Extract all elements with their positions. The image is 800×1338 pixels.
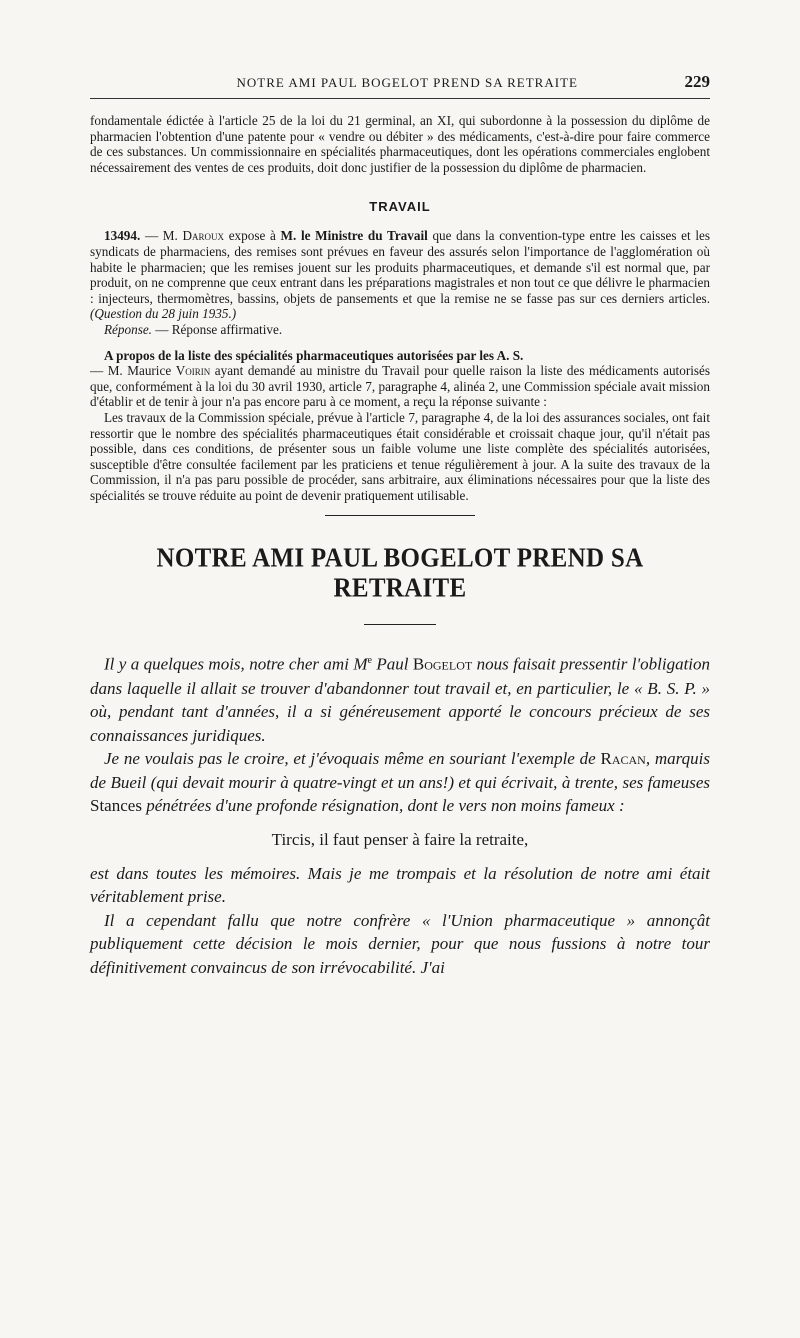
answer [90,322,710,338]
article-paragraph-1 [90,649,710,747]
p1-name: Bogelot [412,655,473,675]
running-title: NOTRE AMI PAUL BOGELOT PREND SA RETRAITE [236,75,578,90]
article-title: NOTRE AMI PAUL BOGELOT PREND SA RETRAITE [156,544,644,604]
p1-superscript: e [367,655,372,667]
author-prefix: — M. [144,228,178,244]
intro-prefix: — M. Maurice [90,363,172,379]
specialites-intro [90,363,710,410]
section-title-travail: TRAVAIL [369,199,431,215]
p2-stances: Stances [90,796,142,816]
specialites-heading: A propos de la liste des spécialités pharmaceutiques autorisées par les A. S. [104,347,524,363]
question-text-part: expose à [228,228,276,244]
answer-label: Réponse. [104,321,152,337]
p2-text-c: pénétrées d'une profonde résignation, dont le vers non moins fameux : [146,796,625,816]
intro-text: ayant demandé au ministre du Travail pour quelle raison la liste des médicaments autorisés que, conformément à la loi du 30 avril 1930, article 7, paragraphe 4, alinéa 2, une Commission spéciale avait mission d'établir et de tenir à jour n'a pas encore paru à ce moment, a reçu la réponse suivante : [90,363,710,410]
article-paragraph-2 [90,747,710,818]
running-header [90,72,710,99]
section-divider [325,515,475,516]
answer-text: — Réponse affirmative. [155,321,283,337]
title-divider [364,624,436,625]
page-number: 229 [684,72,710,91]
p2-text-b: , marquis de Bueil (qui devait mourir à quatre-vingt et un ans!) et qui écrivait, à trente, ses fameuses [90,749,710,792]
p1-text-c: nous faisait pressentir l'obligation dans laquelle il allait se trouver d'abandonner tout travail et, en particulier, le « B. S. P. » où, pendant tant d'années, il a si généreusement apporté le concours précieux de ses connaissances juridiques. [90,655,711,745]
continued-paragraph: fondamentale édictée à l'article 25 de la loi du 21 germinal, an XI, qui subordonne à la possession du diplôme de pharmacien l'obtention d'une patente pour « vendre ou débiter » des médicaments, c'est-à-dire pour faire commerce de ces substances. Un commissionnaire en spécialités pharmaceutiques, dont les opérations commerciales englobent nécessairement des ventes de ces produits, doit donc justifier de la possession du diplôme de pharmacien. [90,113,710,175]
question-text: que dans la convention-type entre les caisses et les syndicats de pharmaciens, des remises sont prévues en faveur des assurés selon l'importance de l'agglomération où habite le pharmacien; que les remises jouent sur les produits pharmaceutiques, et demande s'il est normal que, par produit, on ne comprenne que ceux entrant dans les préparations magistrales et non tout ce que délivre le pharmacien : injecteurs, thermomètres, bassins, objets de pansements et que la remise ne se fasse pas sur ces derniers articles. [90,228,711,306]
page [90,72,710,979]
question-author: Daroux [182,228,225,244]
p2-name: Racan [600,749,646,769]
specialites-reply: Les travaux de la Commission spéciale, prévue à l'article 7, paragraphe 4, de la loi des assurances sociales, ont fait ressortir que le nombre des spécialités pharmaceutiques était considérable et croissait chaque jour, qu'il n'était pas possible, dans ces conditions, de présenter sous un faible volume une liste complète des spécialités autorisées, susceptible d'être consultée facilement par les praticiens et tenue régulièrement à jour. A la suite des travaux de la Commission, il n'a pas paru possible de procéder, sans arbitraire, aux éliminations nécessaires pour que la liste des spécialités se trouve réduite au point de devenir pratiquement utilisable. [90,409,710,503]
minister-name: M. le Ministre du Travail [280,228,428,244]
article-paragraph-3: est dans toutes les mémoires. Mais je me trompais et la résolution de notre ami était véritablement prise. [90,863,710,907]
p1-text-a: Il y a quelques mois, notre cher ami M [104,655,368,675]
p2-text-a: Je ne voulais pas le croire, et j'évoquais même en souriant l'exemple de [104,749,596,769]
question-number: 13494. [104,228,141,244]
article-paragraph-4: Il a cependant fallu que notre confrère « l'Union pharmaceutique » annonçât publiquement cette décision le mois dernier, pour que nous fussions à notre tour définitivement convaincus de son irrévocabilité. J'ai [90,910,710,977]
question-date: (Question du 28 juin 1935.) [90,306,237,322]
intro-name: Voirin [175,363,211,379]
question-13494 [90,228,710,322]
quoted-verse: Tircis, il faut penser à faire la retraite, [271,829,529,849]
p1-text-b: Paul [376,655,409,675]
